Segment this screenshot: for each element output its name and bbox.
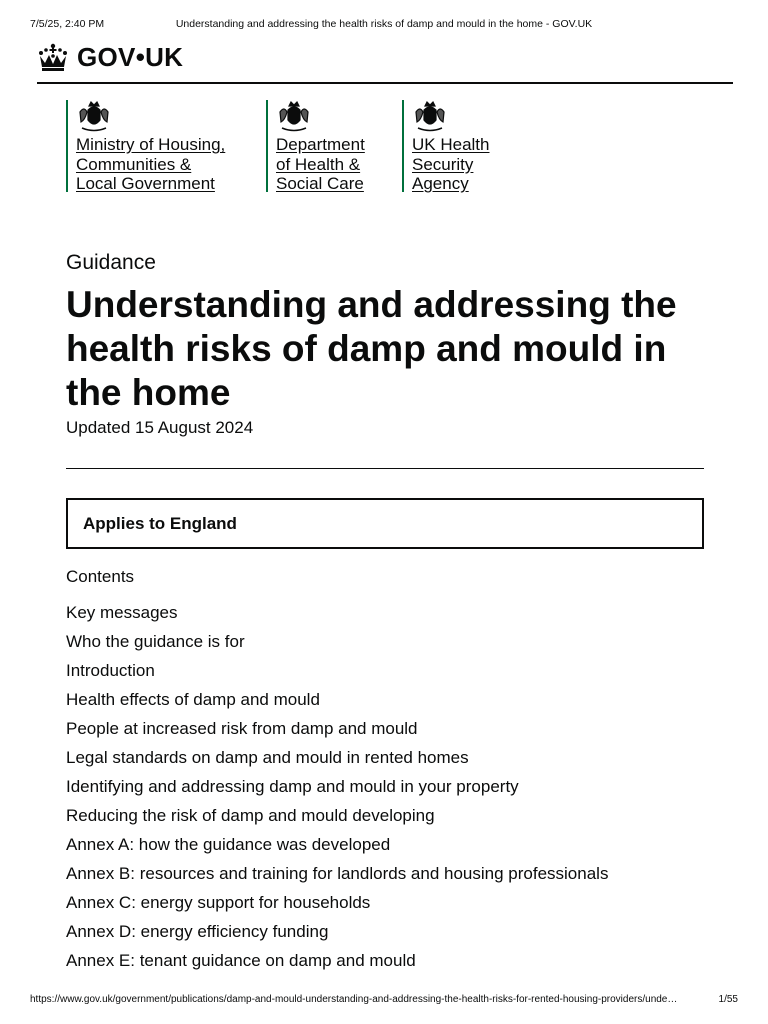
document-type-caption: Guidance — [66, 251, 156, 274]
contents-heading: Contents — [66, 567, 135, 586]
royal-crest-icon — [412, 100, 448, 133]
contents-link[interactable]: People at increased risk from damp and mould — [66, 719, 418, 738]
contents-item — [66, 888, 608, 917]
contents-item — [66, 598, 608, 627]
contents-item — [66, 743, 608, 772]
govuk-header[interactable] — [37, 40, 183, 74]
royal-crest-icon — [76, 100, 112, 133]
applies-to-box — [66, 498, 704, 549]
updated-date: Updated 15 August 2024 — [66, 418, 254, 437]
contents-item — [66, 627, 608, 656]
contents-item — [66, 946, 608, 975]
contents-item — [66, 801, 608, 830]
contents-link[interactable]: Health effects of damp and mould — [66, 690, 320, 709]
page-number: 1/55 — [718, 994, 738, 1005]
print-url: https://www.gov.uk/government/publications/damp-and-mould-understanding-and-addressing-the-health-risks-for-rented-housing-providers/unde… — [30, 994, 678, 1005]
print-header — [30, 18, 738, 32]
contents-link[interactable]: Legal standards on damp and mould in rented homes — [66, 748, 469, 767]
organisation-ukhsa — [402, 100, 489, 192]
contents-link[interactable]: Reducing the risk of damp and mould developing — [66, 806, 435, 825]
contents-item — [66, 656, 608, 685]
contents-link[interactable]: Annex A: how the guidance was developed — [66, 835, 391, 854]
applies-to-text: Applies to England — [83, 514, 237, 533]
organisation-link[interactable]: Ministry of Housing, Communities & Local Government — [76, 135, 226, 193]
print-page-title: Understanding and addressing the health risks of damp and mould in the home - GOV.UK — [175, 18, 593, 30]
organisation-link[interactable]: Department of Health & Social Care — [276, 135, 365, 193]
contents-list — [66, 598, 608, 975]
header-divider — [37, 82, 733, 84]
print-date: 7/5/25, 2:40 PM — [30, 18, 105, 30]
royal-crest-icon — [276, 100, 312, 133]
contents-link[interactable]: Introduction — [66, 661, 155, 680]
contents-link[interactable]: Annex C: energy support for households — [66, 893, 371, 912]
section-divider — [66, 468, 704, 469]
govuk-wordmark[interactable]: GOV•UK — [77, 41, 184, 72]
organisation-mhclg — [66, 100, 225, 192]
contents-item — [66, 714, 608, 743]
organisation-dhsc — [266, 100, 365, 192]
contents-item — [66, 859, 608, 888]
page-title: Understanding and addressing the health risks of damp and mould in the home — [66, 284, 677, 413]
contents-link[interactable]: Annex D: energy efficiency funding — [66, 922, 329, 941]
print-footer — [30, 994, 738, 1008]
contents-item — [66, 685, 608, 714]
crown-icon — [37, 42, 69, 72]
contents-link[interactable]: Annex B: resources and training for landlords and housing professionals — [66, 864, 609, 883]
contents-link[interactable]: Who the guidance is for — [66, 632, 245, 651]
contents-link[interactable]: Identifying and addressing damp and mould in your property — [66, 777, 519, 796]
contents-link[interactable]: Key messages — [66, 603, 178, 622]
contents-item — [66, 830, 608, 859]
contents-item — [66, 917, 608, 946]
organisation-link[interactable]: UK Health Security Agency — [412, 135, 490, 193]
contents-link[interactable]: Annex E: tenant guidance on damp and mould — [66, 951, 416, 970]
contents-item — [66, 772, 608, 801]
